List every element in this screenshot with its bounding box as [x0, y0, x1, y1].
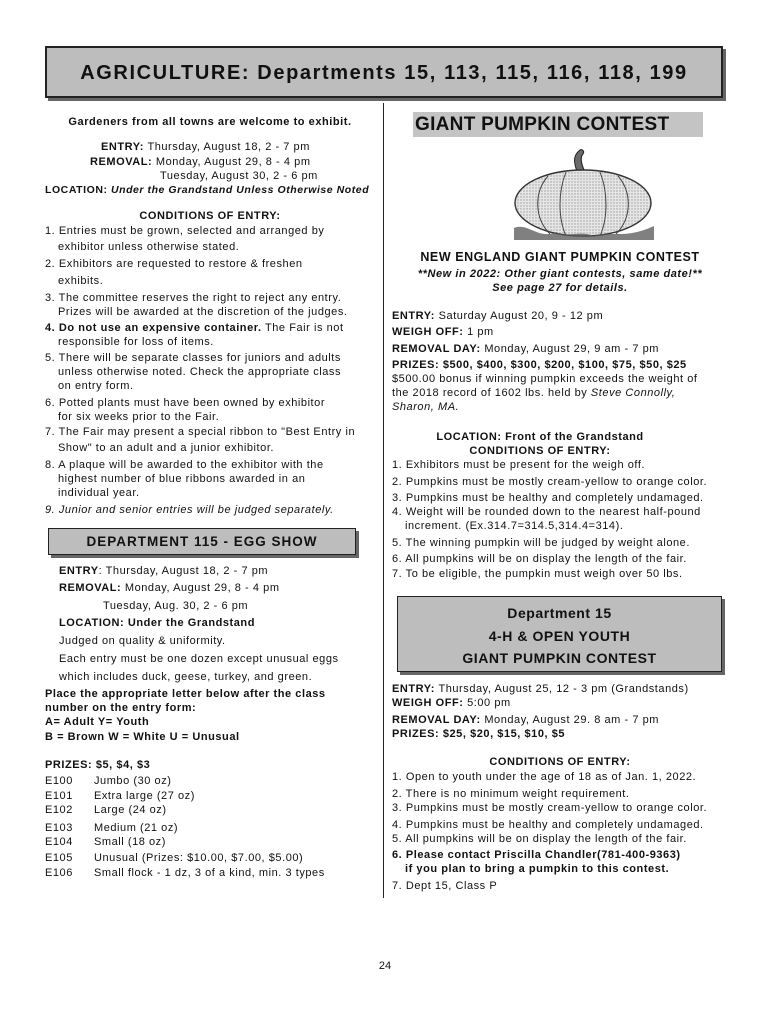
- giant-condition-line: 7. To be eligible, the pumpkin must weigh over 50 lbs.: [392, 568, 683, 580]
- egg-entry-line: ENTRY: Thursday, August 18, 2 - 7 pm: [59, 565, 269, 577]
- dept15-contest-title: GIANT PUMPKIN CONTEST: [462, 650, 657, 666]
- dept15-conditions-title: CONDITIONS OF ENTRY:: [489, 756, 631, 768]
- egg-location: LOCATION: Under the Grandstand: [59, 617, 255, 629]
- giant-condition-line: increment. (Ex.314.7=314.5,314.4=314).: [405, 520, 624, 532]
- giant-conditions-title: CONDITIONS OF ENTRY:: [469, 445, 611, 457]
- condition-line: responsible for loss of items.: [58, 336, 214, 348]
- condition-line: 7. The Fair may present a special ribbon to "Best Entry in: [45, 426, 356, 438]
- giant-bonus-line-3: Sharon, MA.: [392, 401, 460, 413]
- dept15-banner: [397, 596, 722, 672]
- egg-show-title: DEPARTMENT 115 - EGG SHOW: [86, 534, 318, 549]
- egg-class-code: E102: [45, 804, 73, 816]
- egg-letters-line: A= Adult Y= Youth: [45, 716, 150, 728]
- conditions-title: CONDITIONS OF ENTRY:: [139, 210, 281, 222]
- egg-class-desc: Small flock - 1 dz, 3 of a kind, min. 3 types: [94, 867, 325, 879]
- new-in-2022-note: **New in 2022: Other giant contests, same date!**: [417, 268, 703, 280]
- condition-line: 1. Entries must be grown, selected and arranged by: [45, 225, 325, 237]
- egg-place-line: Place the appropriate letter below after the class: [45, 688, 326, 700]
- giant-location: LOCATION: Front of the Grandstand: [436, 431, 644, 443]
- condition-line: Show" to an adult and a junior exhibitor.: [58, 442, 275, 454]
- egg-class-code: E106: [45, 867, 73, 879]
- egg-class-desc: Unusual (Prizes: $10.00, $7.00, $5.00): [94, 852, 304, 864]
- dept15-condition-line: 5. All pumpkins will be on display the length of the fair.: [392, 833, 687, 845]
- giant-pumpkin-heading-bg: [413, 112, 703, 137]
- condition-line: unless otherwise noted. Check the appropriate class: [58, 366, 342, 378]
- giant-prizes: PRIZES: $500, $400, $300, $200, $100, $75, $50, $25: [392, 359, 687, 371]
- condition-line: 6. Potted plants must have been owned by exhibitor: [45, 397, 326, 409]
- egg-each-line-2: which includes duck, geese, turkey, and green.: [59, 671, 313, 683]
- giant-removal-line: REMOVAL DAY: Monday, August 29, 9 am - 7 pm: [392, 343, 659, 355]
- dept15-entry-line: ENTRY: Thursday, August 25, 12 - 3 pm (Grandstands): [392, 683, 689, 695]
- giant-condition-line: 5. The winning pumpkin will be judged by weight alone.: [392, 537, 690, 549]
- egg-letters-line-2: B = Brown W = White U = Unusual: [45, 731, 240, 743]
- egg-class-desc: Jumbo (30 oz): [94, 775, 172, 787]
- egg-removal-line-2: Tuesday, Aug. 30, 2 - 6 pm: [103, 600, 249, 612]
- egg-class-desc: Small (18 oz): [94, 836, 166, 848]
- giant-bonus-line-2: the 2018 record of 1602 lbs. held by Steve Connolly,: [392, 387, 676, 399]
- giant-condition-line: 3. Pumpkins must be healthy and completely undamaged.: [392, 492, 704, 504]
- pumpkin-icon: [508, 148, 658, 240]
- giant-pumpkin-title: GIANT PUMPKIN CONTEST: [415, 114, 670, 135]
- column-divider: [383, 103, 384, 898]
- egg-removal-line: REMOVAL: Monday, August 29, 8 - 4 pm: [59, 582, 280, 594]
- giant-weigh-line: WEIGH OFF: 1 pm: [392, 326, 494, 338]
- page-number: 24: [378, 960, 392, 972]
- page-title: AGRICULTURE: Departments 15, 113, 115, 116, 118, 199: [80, 62, 688, 84]
- dept15-condition-line: 7. Dept 15, Class P: [392, 880, 498, 892]
- dept15-weigh-line: WEIGH OFF: 5:00 pm: [392, 697, 511, 709]
- egg-class-code: E100: [45, 775, 73, 787]
- egg-class-desc: Large (24 oz): [94, 804, 167, 816]
- giant-bonus-line: $500.00 bonus if winning pumpkin exceeds the weight of: [392, 373, 698, 385]
- egg-show-banner: [48, 528, 356, 555]
- giant-condition-line: 1. Exhibitors must be present for the weigh off.: [392, 459, 646, 471]
- dept15-removal-line: REMOVAL DAY: Monday, August 29. 8 am - 7 pm: [392, 714, 659, 726]
- condition-line: on entry form.: [58, 380, 134, 392]
- intro-text: Gardeners from all towns are welcome to exhibit.: [68, 116, 352, 128]
- giant-entry-line: ENTRY: Saturday August 20, 9 - 12 pm: [392, 310, 604, 322]
- egg-class-code: E104: [45, 836, 73, 848]
- dept15-condition-line: 2. There is no minimum weight requirement.: [392, 788, 630, 800]
- location-line: LOCATION: Under the Grandstand Unless Otherwise Noted: [45, 184, 370, 196]
- condition-line: 5. There will be separate classes for juniors and adults: [45, 352, 341, 364]
- condition-line: 4. Do not use an expensive container. The Fair is not: [45, 322, 344, 334]
- condition-line: individual year.: [58, 487, 140, 499]
- dept15-condition-line: 3. Pumpkins must be mostly cream-yellow to orange color.: [392, 802, 708, 814]
- dept15-condition-line: 6. Please contact Priscilla Chandler(781-400-9363): [392, 849, 681, 861]
- removal-line-2: Tuesday, August 30, 2 - 6 pm: [160, 170, 318, 182]
- egg-class-desc: Medium (21 oz): [94, 822, 179, 834]
- dept15-title: Department 15: [507, 605, 612, 621]
- condition-line: 8. A plaque will be awarded to the exhibitor with the: [45, 459, 324, 471]
- condition-line: exhibitor unless otherwise stated.: [58, 241, 240, 253]
- condition-line: 2. Exhibitors are requested to restore & freshen: [45, 258, 303, 270]
- egg-prizes: PRIZES: $5, $4, $3: [45, 759, 151, 771]
- giant-condition-line: 2. Pumpkins must be mostly cream-yellow to orange color.: [392, 476, 708, 488]
- condition-line: 3. The committee reserves the right to reject any entry.: [45, 292, 342, 304]
- egg-class-code: E105: [45, 852, 73, 864]
- giant-condition-line: 4. Weight will be rounded down to the nearest half-pound: [392, 506, 701, 518]
- dept15-condition-line: if you plan to bring a pumpkin to this contest.: [405, 863, 670, 875]
- egg-class-code: E103: [45, 822, 73, 834]
- dept15-subtitle: 4-H & OPEN YOUTH: [488, 628, 631, 644]
- egg-class-desc: Extra large (27 oz): [94, 790, 195, 802]
- condition-line: exhibits.: [58, 275, 104, 287]
- dept15-condition-line: 1. Open to youth under the age of 18 as of Jan. 1, 2022.: [392, 771, 697, 783]
- dept15-prizes: PRIZES: $25, $20, $15, $10, $5: [392, 728, 566, 740]
- ne-contest-title: NEW ENGLAND GIANT PUMPKIN CONTEST: [420, 250, 700, 264]
- removal-line: REMOVAL: Monday, August 29, 8 - 4 pm: [90, 156, 311, 168]
- condition-line: Prizes will be awarded at the discretion of the judges.: [58, 306, 348, 318]
- egg-class-code: E101: [45, 790, 73, 802]
- egg-each-line: Each entry must be one dozen except unusual eggs: [59, 653, 339, 665]
- entry-line: ENTRY: Thursday, August 18, 2 - 7 pm: [101, 141, 310, 153]
- condition-line: highest number of blue ribbons awarded in an: [58, 473, 306, 485]
- dept15-condition-line: 4. Pumpkins must be healthy and completely undamaged.: [392, 819, 704, 831]
- giant-condition-line: 6. All pumpkins will be on display the length of the fair.: [392, 553, 687, 565]
- header-banner: [45, 46, 723, 98]
- condition-line: for six weeks prior to the Fair.: [58, 411, 220, 423]
- condition-line: 9. Junior and senior entries will be judged separately.: [45, 504, 334, 516]
- egg-place-line-2: number on the entry form:: [45, 702, 197, 714]
- see-page-note: See page 27 for details.: [492, 282, 628, 294]
- egg-judged: Judged on quality & uniformity.: [59, 635, 226, 647]
